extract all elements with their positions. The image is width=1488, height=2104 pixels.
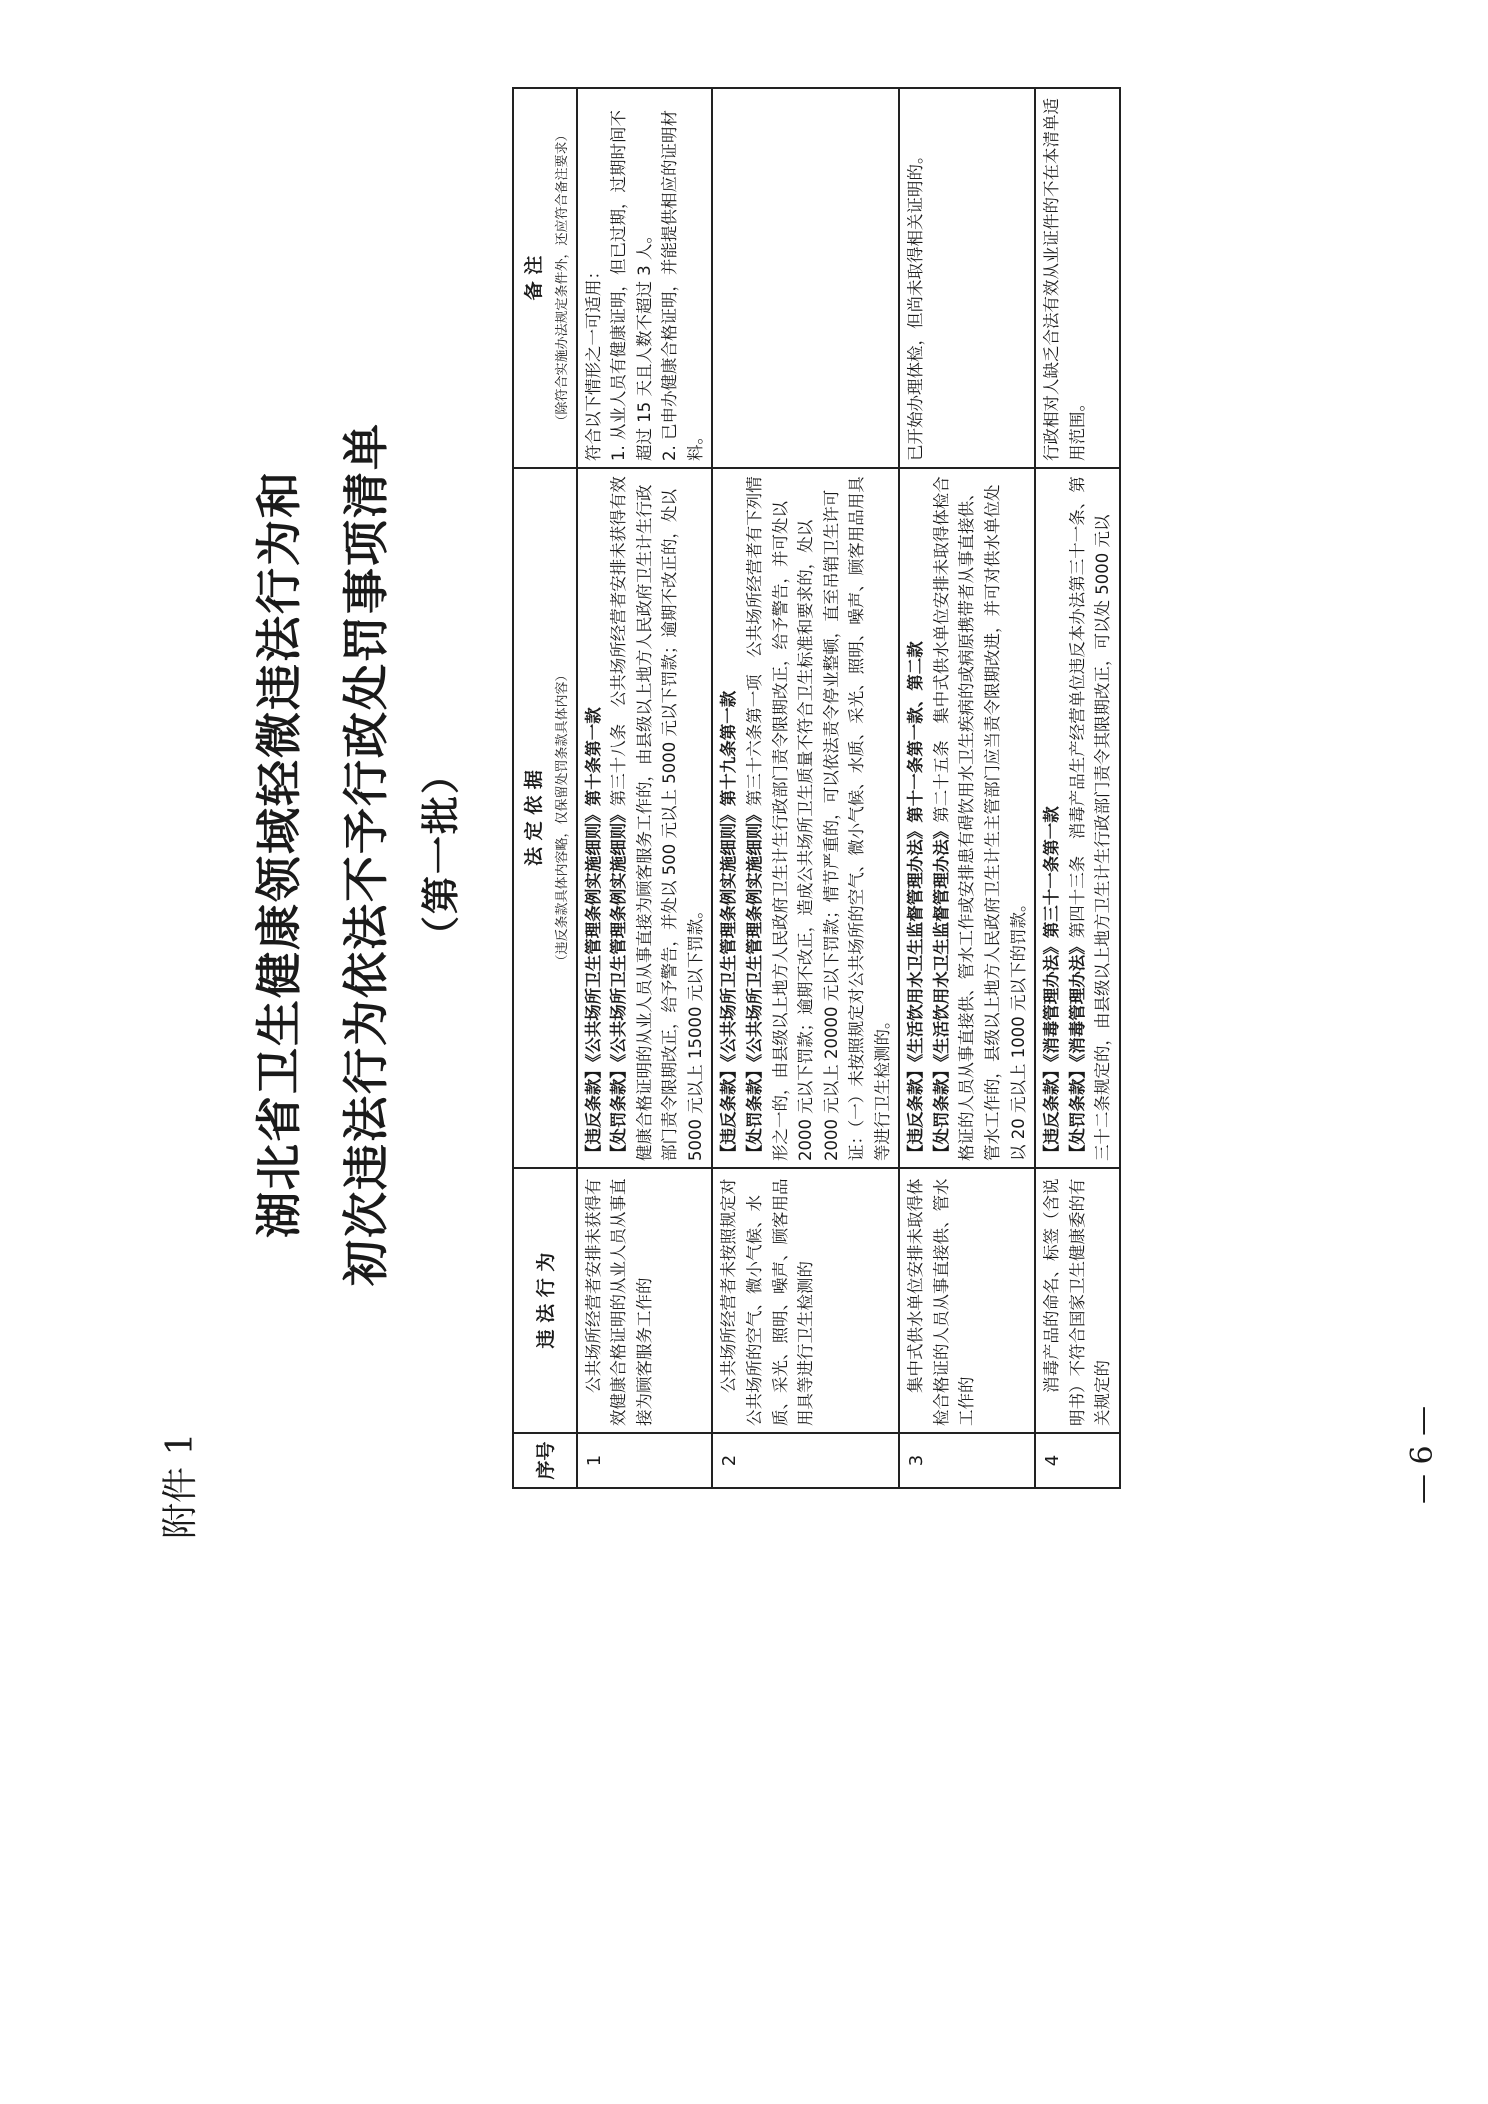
remark-line: 1. 从业人员有健康证明，但已过期，过期时间不超过 15 天且人数不超过 3 人。 bbox=[609, 110, 654, 461]
penalty-clause-line bbox=[742, 475, 895, 1161]
annex-label: 附件 1 bbox=[160, 1432, 201, 1539]
row-violation-act: 集中式供水单位安排未取得体检合格证的人员从事直接供、管水工作的 bbox=[899, 1168, 1035, 1433]
header-act: 违 法 行 为 bbox=[513, 1168, 577, 1433]
penalty-clause-tag: 【处罚条款】 bbox=[609, 1062, 629, 1161]
row-seq: 1 bbox=[577, 1433, 713, 1488]
violation-clause-line bbox=[581, 475, 607, 1161]
header-basis bbox=[513, 468, 577, 1168]
document-title-line-3: （第一批） bbox=[418, 754, 463, 955]
violation-clause-line bbox=[1039, 475, 1065, 1161]
violation-clause-tag: 【违反条款】 bbox=[583, 1062, 603, 1161]
row-legal-basis bbox=[1035, 468, 1120, 1168]
table-row bbox=[712, 88, 899, 1488]
table-row bbox=[577, 88, 713, 1488]
violation-clause-tag: 【违反条款】 bbox=[906, 1062, 926, 1161]
document-title-line-1: 湖北省卫生健康领域轻微违法行为和 bbox=[252, 470, 306, 1238]
remark-line: 符合以下情形之一可适用： bbox=[583, 263, 603, 461]
violation-clause-article: 第十一条第一款、第二款 bbox=[906, 641, 926, 823]
row-violation-act: 消毒产品的命名、标签（含说明书）不符合国家卫生健康委的有关规定的 bbox=[1035, 1168, 1120, 1433]
violation-list-table bbox=[512, 87, 1121, 1489]
row-legal-basis bbox=[899, 468, 1035, 1168]
remark-line: 已开始办理体检，但尚未取得相关证明的。 bbox=[906, 147, 926, 461]
row-remark bbox=[1035, 88, 1120, 468]
header-remark-note: （除符合实施办法规定条件外，还应符合备注要求） bbox=[555, 128, 571, 428]
table-row bbox=[1035, 88, 1120, 1488]
penalty-clause-tag: 【处罚条款】 bbox=[744, 1062, 764, 1161]
penalty-clause-law: 《公共场所卫生管理条例实施细则》 bbox=[744, 806, 764, 1062]
violation-clause-tag: 【违反条款】 bbox=[1042, 1062, 1062, 1161]
row-seq: 2 bbox=[712, 1433, 899, 1488]
row-seq: 4 bbox=[1035, 1433, 1120, 1488]
row-seq: 3 bbox=[899, 1433, 1035, 1488]
row-legal-basis bbox=[577, 468, 713, 1168]
violation-clause-line bbox=[903, 475, 929, 1161]
penalty-clause-text: 第三十六条第一项 公共场所经营者有下列情形之一的，由县级以上地方人民政府卫生计生行政部门责令限期改正，给予警告，并可处以 2000 元以下罚款；逾期不改正，造成公共场所卫生质量不符合卫生标准和要求的，处以 2000 元以上 20000 元以下罚款；情节严重的，可以依法责令停业整顿，直至吊销卫生许可证：（一）未按照规定对公共场所的空气、微小气候、水质、采光、照明、噪声、顾客用品用具等进行卫生检测的。 bbox=[744, 476, 892, 1161]
penalty-clause-line bbox=[929, 475, 1031, 1161]
violation-clause-line bbox=[716, 475, 742, 1161]
remark-line: 2. 已申办健康合格证明，并能提供相应的证明材料。 bbox=[660, 110, 705, 461]
violation-clause-article: 第三十一条第一款 bbox=[1042, 806, 1062, 939]
remark-line: 行政相对人缺乏合法有效从业证件的不在本清单适用范围。 bbox=[1042, 98, 1087, 461]
penalty-clause-tag: 【处罚条款】 bbox=[931, 1062, 951, 1161]
row-remark bbox=[712, 88, 899, 468]
violation-clause-law: 《生活饮用水卫生监督管理办法》 bbox=[906, 822, 926, 1062]
violation-clause-law: 《公共场所卫生管理条例实施细则》 bbox=[719, 806, 739, 1062]
penalty-clause-law: 《生活饮用水卫生监督管理办法》 bbox=[931, 822, 951, 1062]
penalty-clause-text: 第二十五条 集中式供水单位安排未取得体检合格证的人员从事直接供、管水工作或安排患有碍饮用水卫生疾病的或病原携带者从事直接供、管水工作的，县级以上地方人民政府卫生计生主管部门应当责令限期改进，并可对供水单位处以 20 元以上 1000 元以下的罚款。 bbox=[931, 476, 1028, 1161]
violation-clause-article: 第十条第一款 bbox=[583, 707, 603, 807]
row-legal-basis bbox=[712, 468, 899, 1168]
page-number: — 6 — bbox=[1405, 1405, 1440, 1504]
row-violation-act: 公共场所经营者安排未获得有效健康合格证明的从业人员从事直接为顾客服务工作的 bbox=[577, 1168, 713, 1433]
header-seq: 序号 bbox=[513, 1433, 577, 1488]
row-remark bbox=[899, 88, 1035, 468]
row-remark bbox=[577, 88, 713, 468]
violation-clause-law: 《消毒管理办法》 bbox=[1042, 938, 1062, 1062]
header-remark-label: 备 注 bbox=[523, 255, 545, 301]
violation-clause-tag: 【违反条款】 bbox=[719, 1062, 739, 1161]
penalty-clause-line bbox=[606, 475, 708, 1161]
penalty-clause-line bbox=[1065, 475, 1116, 1161]
penalty-clause-law: 《公共场所卫生管理条例实施细则》 bbox=[609, 806, 629, 1062]
penalty-clause-text: 第三十八条 公共场所经营者安排未获得有效健康合格证明的从业人员从事直接为顾客服务工作的，由县级以上地方人民政府卫生计生行政部门责令限期改正，给予警告，并处以 500 元以上 5000 元以下罚款；逾期不改正的，处以 5000 元以上 15000 元以下罚款。 bbox=[609, 476, 705, 1161]
violation-clause-law: 《公共场所卫生管理条例实施细则》 bbox=[583, 806, 603, 1062]
header-basis-label: 法 定 依 据 bbox=[523, 770, 545, 866]
row-violation-act: 公共场所经营者未按照规定对公共场所的空气、微小气候、水质、采光、照明、噪声、顾客用品用具等进行卫生检测的 bbox=[712, 1168, 899, 1433]
header-remark bbox=[513, 88, 577, 468]
table-header-row bbox=[513, 88, 577, 1488]
violation-clause-article: 第十九条第一款 bbox=[719, 690, 739, 807]
penalty-clause-law: 《消毒管理办法》 bbox=[1067, 938, 1087, 1062]
penalty-clause-tag: 【处罚条款】 bbox=[1067, 1062, 1087, 1161]
table-row bbox=[899, 88, 1035, 1488]
header-basis-note: （违反条款具体内容略，仅保留处罚条款具体内容） bbox=[555, 668, 571, 968]
penalty-clause-text: 第四十三条 消毒产品生产经营单位违反本办法第三十一条、第三十二条规定的，由县级以上地方卫生计生行政部门责令其限期改正，可以处 5000 元以 bbox=[1067, 476, 1113, 1161]
document-title-line-2: 初次违法行为依法不予行政处罚事项清单 bbox=[339, 422, 393, 1286]
